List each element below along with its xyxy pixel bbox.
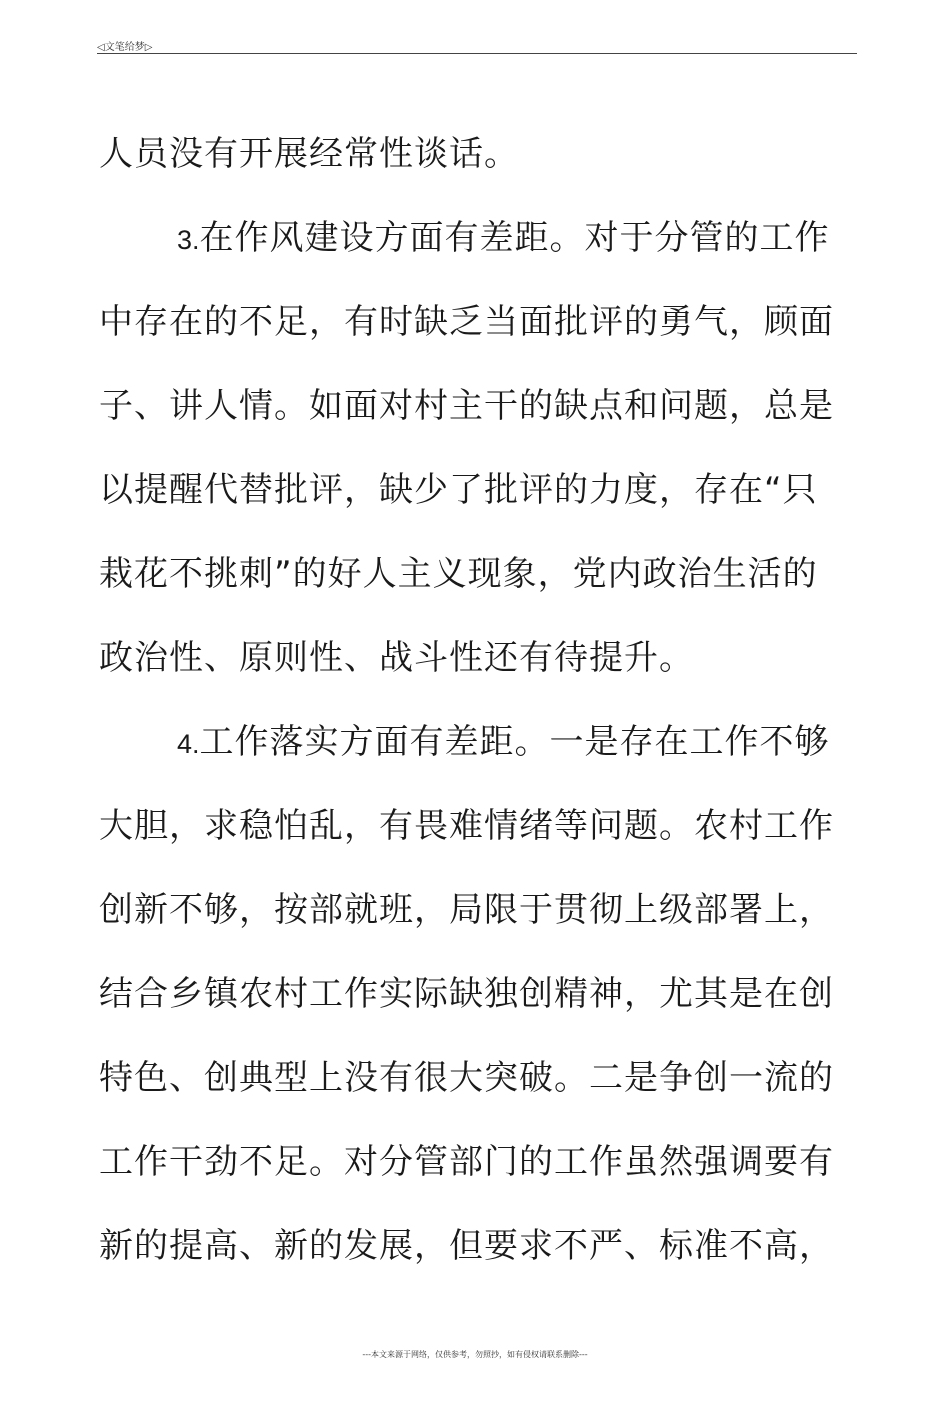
text-line: 创新不够，按部就班，局限于贯彻上级部署上， [99, 890, 834, 930]
text-line: 工作落实方面有差距。一是存在工作不够 [199, 722, 830, 762]
text-line: 大胆，求稳怕乱，有畏难情绪等问题。农村工作 [99, 806, 834, 846]
page-footer: ---本文来源于网络，仅供参考，勿照抄，如有侵权请联系删除--- [362, 1350, 588, 1359]
item-number: 4. [177, 729, 200, 759]
paragraph-first-line [99, 700, 859, 784]
text-line: 中存在的不足，有时缺乏当面批评的勇气，顾面 [99, 302, 834, 342]
text-line: 结合乡镇农村工作实际缺独创精神，尤其是在创 [99, 974, 834, 1014]
text-line: 以提醒代替批评，缺少了批评的力度，存在“只 [99, 470, 818, 510]
text-line: 特色、创典型上没有很大突破。二是争创一流的 [99, 1058, 834, 1098]
header-divider [97, 53, 857, 54]
item-number: 3. [177, 225, 200, 255]
page-header: ◁文笔给梦▷ [97, 42, 153, 53]
text-line: 工作干劲不足。对分管部门的工作虽然强调要有 [99, 1142, 834, 1182]
document-body [99, 112, 859, 1288]
text-line: 栽花不挑刺”的好人主义现象，党内政治生活的 [99, 554, 818, 594]
text-line: 在作风建设方面有差距。对于分管的工作 [199, 218, 830, 258]
text-line: 子、讲人情。如面对村主干的缺点和问题，总是 [99, 386, 834, 426]
paragraph-first-line [99, 196, 859, 280]
text-line: 新的提高、新的发展，但要求不严、标准不高， [99, 1226, 834, 1266]
text-line: 政治性、原则性、战斗性还有待提升。 [99, 638, 694, 678]
text-line: 人员没有开展经常性谈话。 [99, 134, 519, 174]
